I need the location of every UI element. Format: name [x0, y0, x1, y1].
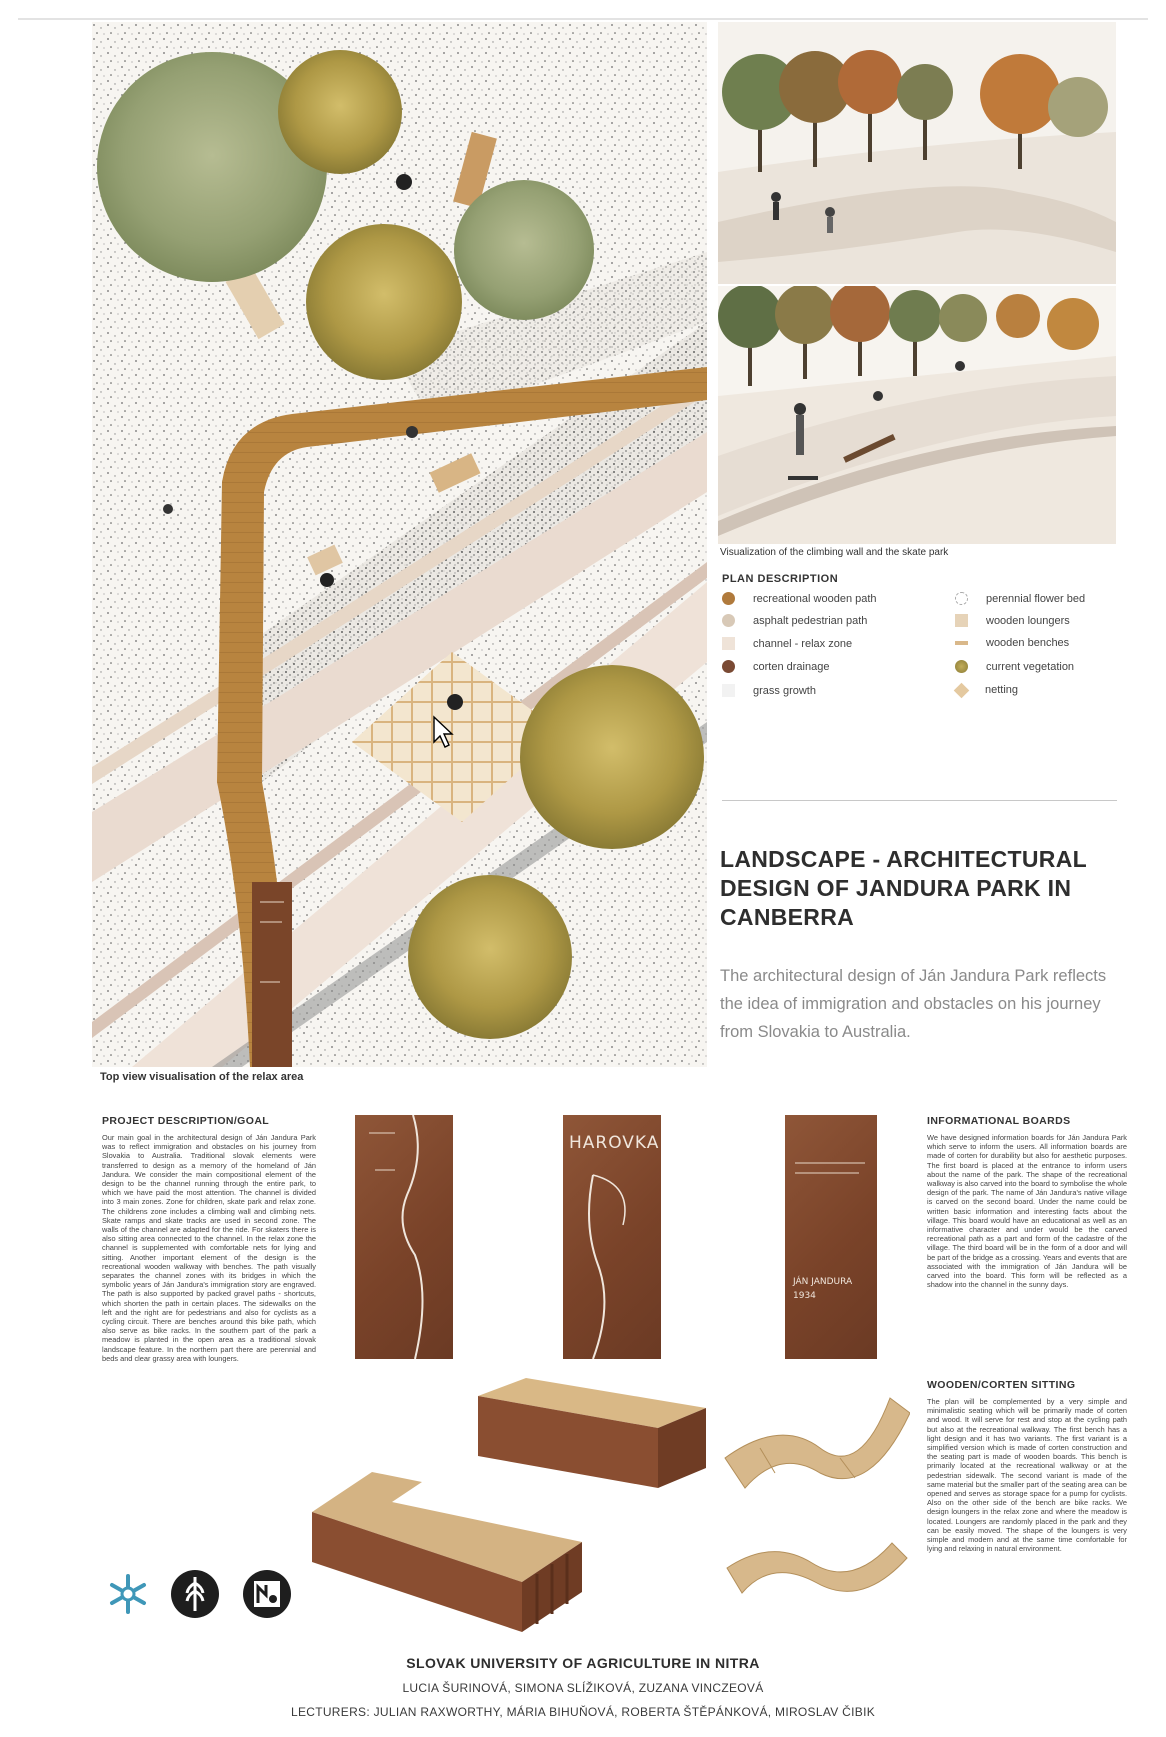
- legend-item: wooden benches: [955, 637, 1069, 649]
- top-view-plan: [92, 22, 707, 1067]
- sitting-body: The plan will be complemented by a very simple and minimalistic seating which will be primarily made of corten and wood. It will serve for rest and stop at the cycling path but also at the recreational walkway. The first bench has a light design and it has two variants. The first variant is a simplified version which is made of corten construction and the seating part is made of wooden boards. This bench is primarily located at the recreational walkway or at the pedestrian sidewalk. The second variant is made of the same material but the smaller part of the seating area can be opened and serves as storage space for a pump for cyclists. Also on the other side of the bench are bike racks. We design loungers in the relax zone and where the meadow is located. Loungers are randomly placed in the park and they can be easily moved. The shape of the loungers is very simple and modern and at the same time comfortable for lying and relaxing in natural environment.: [927, 1397, 1127, 1554]
- climbing-wall-visualisation: [718, 22, 1116, 284]
- plan-drawing: [92, 22, 707, 1067]
- legend-item: channel - relax zone: [722, 637, 852, 650]
- info-boards-heading: INFORMATIONAL BOARDS: [927, 1115, 1071, 1127]
- village-name: HAROVKA: [569, 1133, 660, 1153]
- legend-title: PLAN DESCRIPTION: [722, 573, 839, 585]
- board-years-text: JÁN JANDURA 1934: [793, 1277, 853, 1301]
- poster-subtitle: The architectural design of Ján Jandura Park reflects the idea of immigration and obstacles on his journey from Slovakia to Australia.: [720, 967, 1107, 1041]
- top-rule: [18, 18, 1148, 20]
- legend-item: wooden loungers: [955, 614, 1070, 627]
- wood-path-swatch-icon: [722, 592, 735, 605]
- corten-drainage-swatch-icon: [722, 660, 735, 673]
- legend-item: corten drainage: [722, 660, 829, 673]
- faculty-logo-icon: [242, 1569, 292, 1619]
- legend-item: current vegetation: [955, 660, 1074, 673]
- legend-item: recreational wooden path: [722, 592, 877, 605]
- project-body: Our main goal in the architectural design of Ján Jandura Park was to reflect immigration and obstacles on his journey from Slovakia to Australia. Traditional slovak elements were transferred to design as a memory of the homeland of Ján Jandura. We consider the main compositional element of the design to be the channel running through the entire park, to which we have paid the most attention. The channel is divided into 3 main zones. Zone for children, skate park and relax zone. The childrens zone includes a climbing wall and climbing nets. Skate ramps and skate tracks are used in second zone. The walls of the channel are adapted for the ride. For skaters there is also sitting area connected to the channel. In the relax zone the channel is supplemented with comfortable nets for lying and sitting. Another important element of the design is the recreational wooden walkway with benches. The path visually separates the channel zones with its bridges in which the symbolic years of Ján Jandura's immigration story are engraved. The path is also supported by packed gravel paths - shortcuts, which shorten the path in certain places. The sidewalks on the left and the right are for pedestrians and also for cyclists as a cycling circuit. There are benches around this bike path, which also serve as bike racks. In the southern part of the park a meadow is planted in the open area as a traditional slovak landscape feature. In the northern part there are perennial and beds and clear grassy area with loungers.: [102, 1133, 316, 1363]
- sitting-heading: WOODEN/CORTEN SITTING: [927, 1379, 1076, 1391]
- skate-park-visualisation: [718, 286, 1116, 544]
- asphalt-swatch-icon: [722, 614, 735, 627]
- agriculture-logo-icon: [170, 1569, 220, 1619]
- authors: LUCIA ŠURINOVÁ, SIMONA SLÍŽIKOVÁ, ZUZANA VINCZEOVÁ: [402, 1681, 764, 1695]
- visualisation-caption: Visualization of the climbing wall and the skate park: [720, 547, 949, 558]
- corten-board-plan: [252, 882, 292, 1067]
- bench-swatch-icon: [955, 641, 968, 645]
- wooden-lounger-2: [722, 1518, 912, 1608]
- channel-swatch-icon: [722, 637, 735, 650]
- netting-diamond-icon: [954, 682, 970, 698]
- info-board-2: [563, 1115, 661, 1359]
- legend-item: asphalt pedestrian path: [722, 614, 867, 627]
- wooden-lounger-1: [720, 1378, 910, 1503]
- flower-bed-icon: [955, 592, 968, 605]
- poster-title: LANDSCAPE - ARCHITECTURAL DESIGN OF JANDURA PARK IN CANBERRA: [720, 846, 1087, 930]
- vegetation-tree-icon: [955, 660, 968, 673]
- plan-legend: [720, 592, 1120, 712]
- info-board-1: [355, 1115, 453, 1359]
- snowflake-logo-icon: [106, 1572, 150, 1616]
- legend-item: perennial flower bed: [955, 592, 1085, 605]
- section-divider: [722, 800, 1117, 801]
- info-board-3: [785, 1115, 877, 1359]
- info-boards-body: We have designed information boards for Ján Jandura Park which serve to inform the users. All information boards are made of corten for durability but also for aesthetic purposes. The first board is placed at the entrance to inform users about the name of the park. The shape of the recreational walkway is also carved into the board to symbolise the whole design of the park. The name of Ján Jandura's native village is carved on the second board. Under the name could be written basic information and interesting facts about the village. This board would have an educational as well as an informative character and under would be the carved recreational path as a part and form of the cadastre of the village. The third board will be in the form of a door and will be part of the bridge as a crossing. Years and events that are associated with the immigration of Ján Jandura will be carved into the board. This form will be reflected as a shadow into the channel in the sunny days.: [927, 1133, 1127, 1290]
- plan-caption: Top view visualisation of the relax area: [100, 1071, 304, 1083]
- grass-swatch-icon: [722, 684, 735, 697]
- project-heading: PROJECT DESCRIPTION/GOAL: [102, 1115, 270, 1127]
- lecturers: LECTURERS: JULIAN RAXWORTHY, MÁRIA BIHUŇOVÁ, ROBERTA ŠTĚPÁNKOVÁ, MIROSLAV ČIBIK: [290, 1705, 876, 1719]
- legend-item: netting: [955, 684, 1018, 696]
- university-name: SLOVAK UNIVERSITY OF AGRICULTURE IN NITRA: [406, 1655, 760, 1671]
- lounger-swatch-icon: [955, 614, 968, 627]
- legend-item: grass growth: [722, 684, 816, 697]
- corten-bench-storage: [312, 1462, 592, 1632]
